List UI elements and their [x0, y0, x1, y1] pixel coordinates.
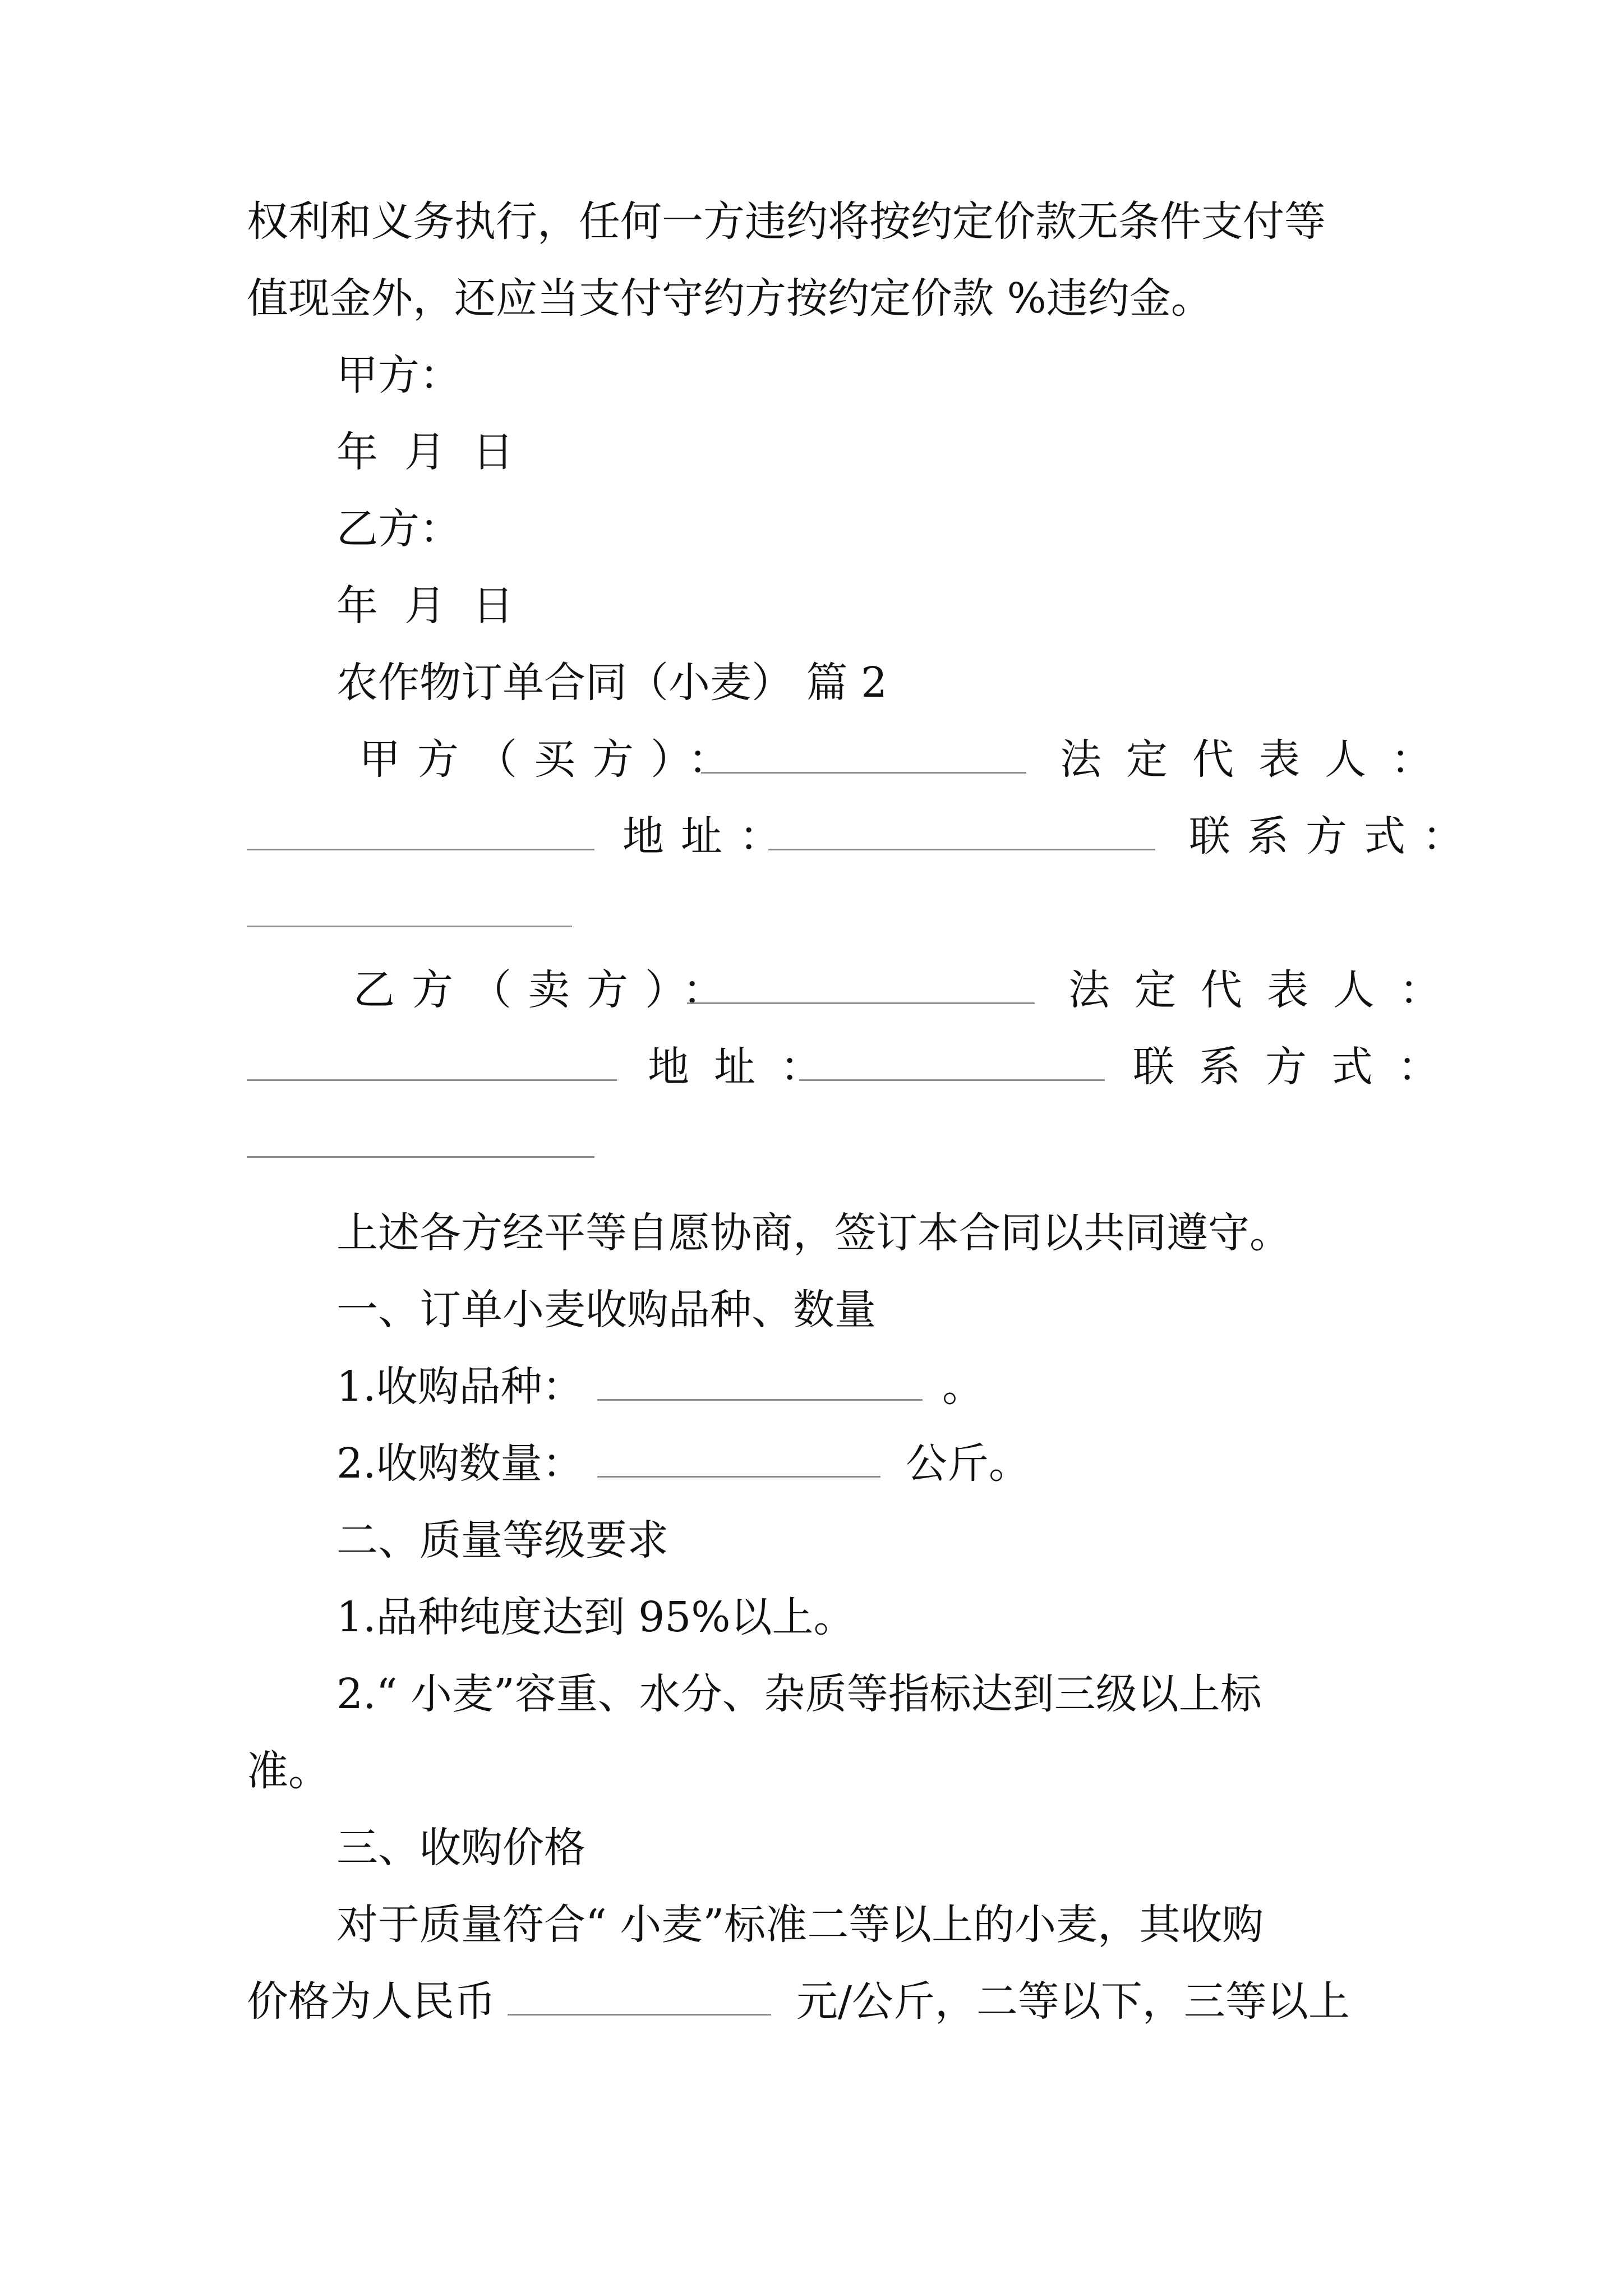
quantity-unit: 公斤。: [906, 1439, 1030, 1488]
price-unit-text: 元/公斤，二等以下，三等以上: [796, 1977, 1350, 2026]
section-heading: 三、收购价格: [336, 1824, 585, 1872]
legal-rep-label: 法定代表人：: [1060, 735, 1457, 784]
buyer-line: [359, 731, 746, 788]
variety-end: 。: [942, 1363, 984, 1411]
text-line: 对于质量符合“ 小麦”标准二等以上的小麦，其收购: [336, 1901, 1264, 1949]
section-heading: 一、订单小麦收购品种、数量: [336, 1286, 876, 1334]
contact-label: 联系方式：: [1133, 1043, 1464, 1091]
text-fragment: 权利和义务执行，任何一方违约将按约定价款无条件支付等: [247, 197, 1326, 246]
buyer-label: 甲方（买方）：: [359, 735, 746, 784]
date-line: 年 月 日: [336, 582, 514, 630]
seller-line: [353, 962, 741, 1018]
party-a-label: 甲方：: [336, 351, 461, 399]
legal-rep-label: 法定代表人：: [1068, 966, 1465, 1014]
legal-rep-blank: [247, 808, 594, 864]
legal-rep-blank: [247, 1039, 617, 1095]
contact-blank: [247, 885, 572, 941]
text-line: 准。: [247, 1747, 330, 1795]
address-label: 地址：: [623, 812, 797, 861]
text-line: 1.品种纯度达到 95%以上。: [336, 1593, 855, 1641]
section-heading: 二、质量等级要求: [336, 1516, 668, 1565]
quantity-blank: [597, 1435, 880, 1492]
price-line: 价格为人民币: [247, 1977, 496, 2026]
contact-blank: [247, 1116, 594, 1172]
address-blank: [799, 1039, 1105, 1095]
text-line: [247, 270, 1212, 326]
buyer-name-blank: [701, 731, 1026, 788]
text-line: [247, 194, 1326, 250]
address-label: 地址：: [648, 1043, 846, 1091]
seller-label: 乙方（卖方）：: [353, 966, 741, 1014]
text-fragment: 值现金外，还应当支付守约方按约定价款 %违约金。: [247, 274, 1212, 323]
date-line: 年 月 日: [336, 428, 514, 476]
quantity-line: 2.收购数量：: [336, 1439, 584, 1488]
party-b-label: 乙方：: [336, 505, 461, 553]
address-blank: [768, 808, 1155, 864]
section-title: 农作物订单合同（小麦） 篇 2: [336, 659, 888, 707]
price-blank: [508, 1973, 771, 2030]
variety-line: 1.收购品种：: [336, 1363, 584, 1411]
contact-label: 联系方式：: [1189, 812, 1481, 861]
variety-blank: [597, 1359, 923, 1415]
seller-name-blank: [687, 962, 1035, 1018]
text-line: 2.“ 小麦”容重、水分、杂质等指标达到三级以上标: [336, 1670, 1262, 1718]
text-line: 上述各方经平等自愿协商，签订本合同以共同遵守。: [336, 1209, 1291, 1257]
